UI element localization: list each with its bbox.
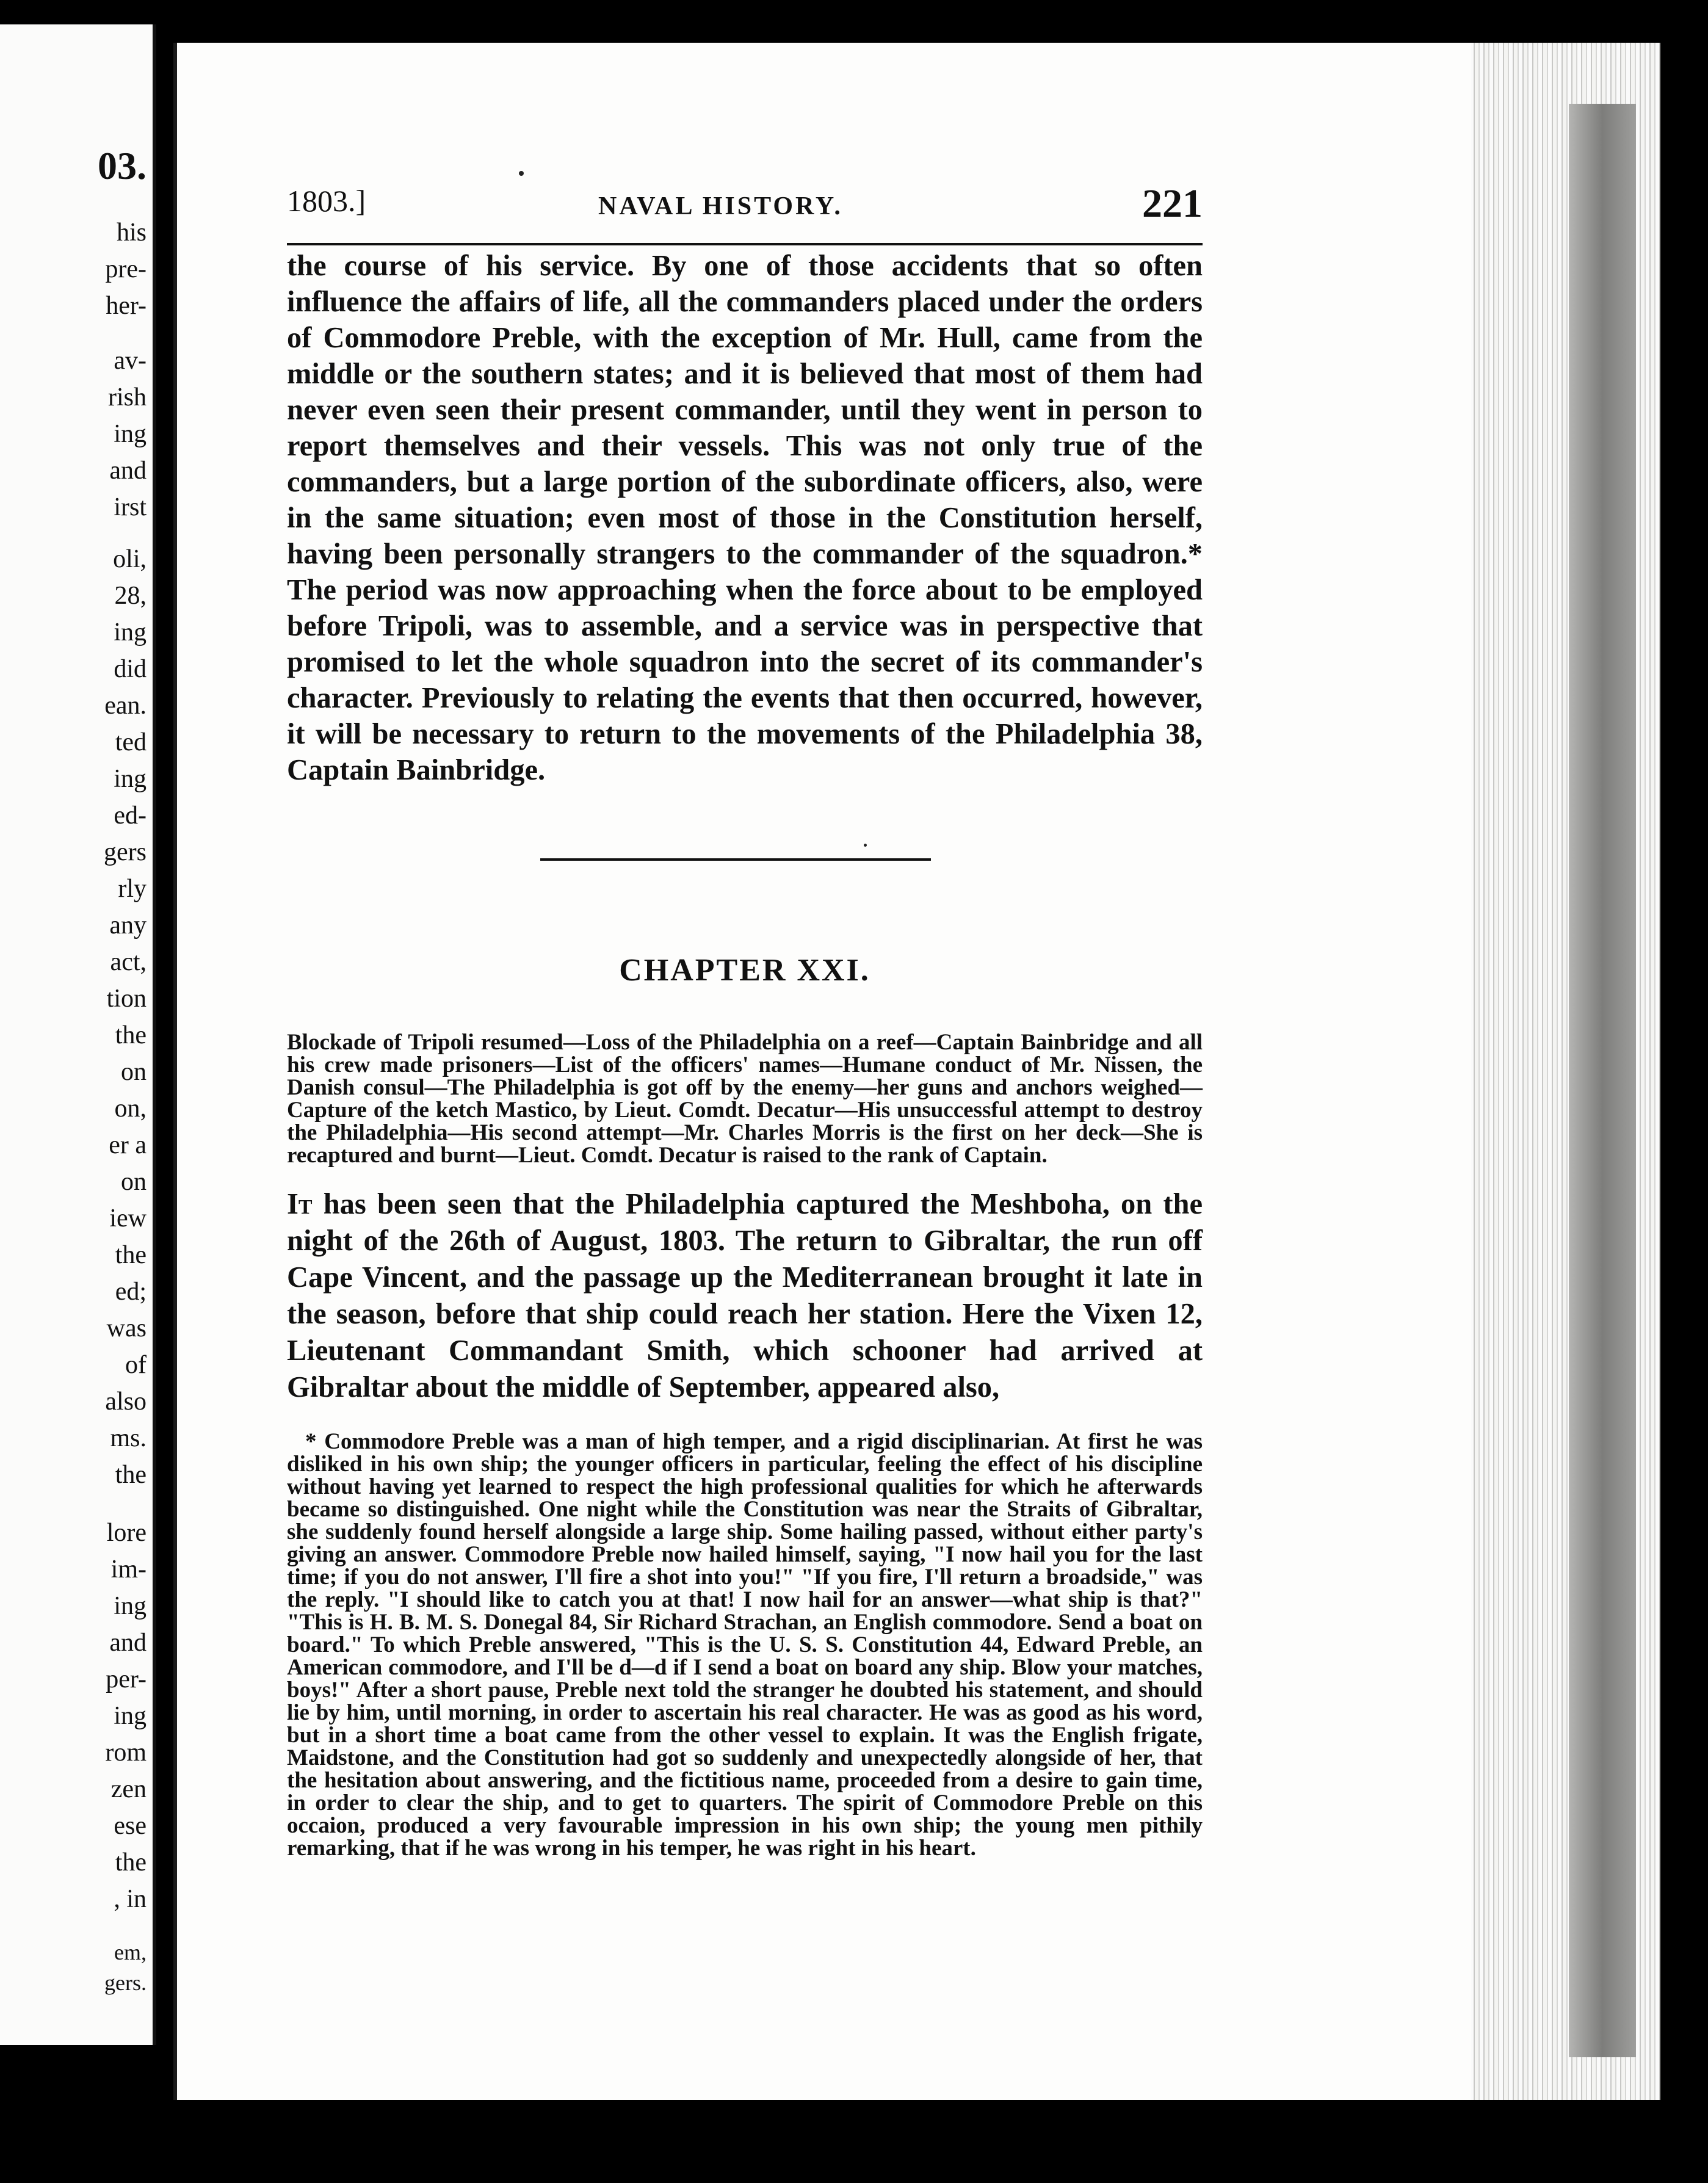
left-page-fragment: on (121, 1058, 147, 1086)
left-page-fragment: the (115, 1021, 147, 1049)
left-page-fragment: per- (106, 1665, 147, 1693)
header-title: NAVAL HISTORY. (598, 192, 843, 220)
left-page-fragment: any (109, 911, 147, 939)
left-page-fragment: his (116, 219, 147, 247)
left-page-fragment: pre- (105, 255, 147, 283)
left-page-fragment: tion (106, 985, 147, 1013)
left-page-fragment: ing (114, 1592, 147, 1620)
left-page-fragment: ing (114, 1702, 147, 1730)
left-page-fragment: oli, (113, 545, 147, 573)
chapter-title: CHAPTER XXI. (619, 953, 870, 988)
left-page-fragment: the (115, 1241, 147, 1269)
left-page-fragment: ing (114, 765, 147, 793)
previous-page-edge (0, 24, 156, 2045)
left-page-fragment: 28, (114, 582, 147, 610)
left-page-fragment: 03. (98, 144, 147, 187)
footnote: * Commodore Preble was a man of high temper, and a rigid disciplinarian. At first he was disliked in his own ship; the younger officers in particular, feeling the effect of his discipline without having yet learned to respect the high professional qualities for which he afterwards became so distinguished. One night while the Constitution was near the Straits of Gibraltar, she suddenly found herself alongside a large ship. Some hailing passed, without either party's giving an answer. Commodore Preble now hailed himself, saying, "I now hail you for the last time; if you do not answer, I'll fire a shot into you!" "If you fire, I'll return a broadside," was the reply. "I should like to catch you at that! I now hail for an answer—what ship is that?" "This is H. B. M. S. Donegal 84, Sir Richard Strachan, an English commodore. Send a boat on board." To which Preble answered, "This is the U. S. S. Constitution 44, Edward Preble, an American commodore, and I'll be d—d if I send a boat on board any ship. Blow your matches, boys!" After a short pause, Preble next told the stranger he doubted his statement, and should lie by him, until morning, in order to ascertain his real character. He was as good as his word, but in a short time a boat came from the other vessel to explain. It was the English frigate, Maidstone, and the Constitution had got so suddenly and unexpectedly alongside of her, that the hesitation about answering, and the fictitious name, proceeded from a desire to gain time, in order to clear the ship, and to get to quarters. The spirit of Commodore Preble on this occaion, produced a very favourable impression in his own ship; the young men pithily remarking, that if he was wrong in his temper, he was right in his heart. (287, 1429, 1203, 1861)
chapter-text-body: has been seen that the Philadelphia captured the Meshboha, on the night of the 26th of August, 1803. The return to Gibraltar, the run off Cape Vincent, and the passage up the Mediterranean brought it late in the season, before that ship could reach her station. Here the Vixen 12, Lieutenant Commandant Smith, which schooner had arrived at Gibraltar about the middle of September, appeared also, (287, 1188, 1203, 1403)
left-page-fragment: on (121, 1168, 147, 1196)
left-page-fragment: iew (109, 1204, 147, 1233)
chapter-synopsis: Blockade of Tripoli resumed—Loss of the Philadelphia on a reef—Captain Bainbridge and all his crew made prisoners—List of the officers' names—Humane conduct of Mr. Nissen, the Danish consul—The Philadelphia is got off by the enemy—her guns and anchors weighed—Capture of the ketch Mastico, by Lieut. Comdt. Decatur—His unsuccessful attempt to destroy the Philadelphia—His second attempt—Mr. Charles Morris is the first on her deck—She is recaptured and burnt—Lieut. Comdt. Decatur is raised to the rank of Captain. (287, 1030, 1203, 1168)
left-page-fragment: ed; (115, 1278, 147, 1306)
page-content (287, 183, 1203, 1859)
left-page-fragment: lore (106, 1519, 147, 1547)
left-page-fragment: ing (114, 618, 147, 646)
left-page-fragment: the (115, 1461, 147, 1489)
left-page-fragment: ese (114, 1812, 147, 1840)
ink-speck (519, 171, 524, 176)
left-page-fragment: im- (110, 1555, 147, 1584)
left-page-fragment: ing (114, 420, 147, 448)
left-page-fragment: , in (114, 1885, 147, 1913)
header-year: 1803.] (287, 184, 366, 218)
left-page-fragment: gers. (104, 1971, 147, 1995)
left-page-fragment: and (109, 457, 147, 485)
left-page-fragment: on, (114, 1095, 147, 1123)
left-page-fragment: act, (110, 948, 147, 976)
left-page-fragment: rom (105, 1739, 147, 1767)
chapter-opening-paragraph (287, 1186, 1203, 1406)
left-page-fragment: her- (106, 292, 147, 320)
opening-word: It (287, 1188, 313, 1220)
left-page-fragment: rish (108, 383, 147, 411)
left-page-fragment: and (109, 1629, 147, 1657)
left-page-fragment: irst (114, 493, 147, 521)
left-page-fragment: ed- (114, 802, 147, 830)
left-page-fragment: ms. (110, 1424, 147, 1452)
header-rule (287, 243, 1203, 245)
left-page-fragment: gers (104, 838, 147, 866)
page-edge-shadow (1569, 104, 1636, 2057)
left-page-fragment: also (105, 1388, 147, 1416)
left-page-fragment: rly (118, 875, 147, 903)
left-page-fragment: did (114, 655, 147, 683)
left-page-fragment: er a (109, 1131, 147, 1159)
left-page-fragment: ted (115, 728, 147, 756)
body-paragraph (287, 248, 1203, 788)
left-page-fragment: av- (114, 347, 147, 375)
left-page-fragment: the (115, 1848, 147, 1877)
left-page-fragment: zen (110, 1775, 147, 1803)
page-number: 221 (1142, 181, 1203, 226)
left-page-fragment: was (106, 1314, 147, 1342)
section-divider (540, 858, 931, 861)
continuation-paragraph: the course of his service. By one of those accidents that so often influence the affairs of life, all the commanders placed under the orders of Commodore Preble, with the exception of Mr. Hull, came from the middle or the southern states; and it is believed that most of them had never even seen their present commander, until they went in person to report themselves and their vessels. This was not only true of the commanders, but a large portion of the subordinate officers, also, were in the same situation; even most of those in the Constitution herself, having been personally strangers to the commander of the squadron.* The period was now approaching when the force about to be employed before Tripoli, was to assemble, and a service was in perspective that promised to let the whole squadron into the secret of its commander's character. Previously to relating the events that then occurred, however, it will be necessary to return to the movements of the Philadelphia 38, Captain Bainbridge. (287, 250, 1203, 786)
left-page-fragment: ean. (104, 692, 147, 720)
running-header (287, 183, 1203, 232)
left-page-fragment: of (125, 1351, 147, 1379)
left-page-fragment: em, (114, 1940, 147, 1964)
